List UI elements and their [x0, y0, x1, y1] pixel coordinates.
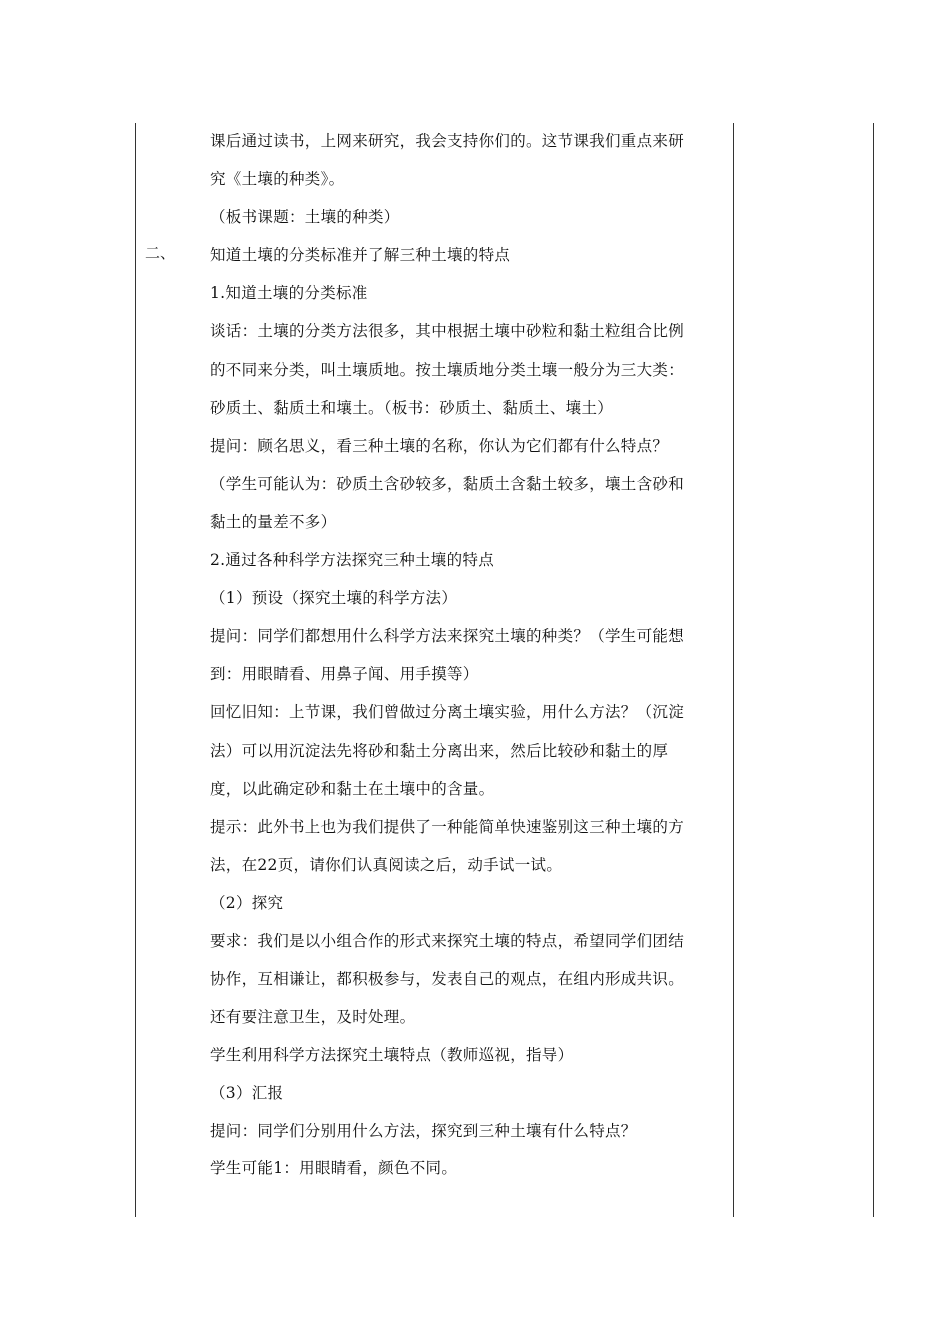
text-line: 法）可以用沉淀法先将砂和黏土分离出来，然后比较砂和黏土的厚 — [210, 741, 669, 760]
subheading: 1.知道土壤的分类标准 — [210, 284, 368, 303]
text-line: 还有要注意卫生，及时处理。 — [210, 1008, 416, 1027]
text-line: （板书课题：土壤的种类） — [210, 208, 400, 227]
text-line: （1）预设（探究土壤的科学方法） — [210, 589, 458, 608]
text-line: 度，以此确定砂和黏土在土壤中的含量。 — [210, 779, 495, 798]
text-line: 到：用眼睛看、用鼻子闻、用手摸等） — [210, 665, 479, 684]
table-border-left — [135, 123, 136, 1217]
text-line: 要求：我们是以小组合作的形式来探究土壤的特点，希望同学们团结 — [210, 931, 685, 950]
text-line: 协作，互相谦让，都积极参与，发表自己的观点，在组内形成共识。 — [210, 970, 685, 989]
text-line: （2）探究 — [210, 893, 284, 912]
text-line: （3）汇报 — [210, 1084, 284, 1103]
text-line: 提问：顾名思义，看三种土壤的名称，你认为它们都有什么特点？ — [210, 436, 669, 455]
text-line: 学生可能1：用眼睛看，颜色不同。 — [210, 1158, 458, 1177]
text-line: 学生利用科学方法探究土壤特点（教师巡视，指导） — [210, 1046, 574, 1065]
subheading: 2.通过各种科学方法探究三种土壤的特点 — [210, 551, 494, 570]
text-line: 黏土的量差不多） — [210, 512, 337, 531]
text-line: 砂质土、黏质土和壤土。（板书：砂质土、黏质土、壤土） — [210, 398, 614, 417]
text-line: 的不同来分类，叫土壤质地。按土壤质地分类土壤一般分为三大类： — [210, 360, 685, 379]
table-border-middle — [733, 123, 734, 1217]
table-border-right — [873, 123, 874, 1217]
section-number: 二、 — [145, 244, 176, 262]
text-line: 谈话：土壤的分类方法很多，其中根据土壤中砂粒和黏土粒组合比例 — [210, 322, 685, 341]
text-line: （学生可能认为：砂质土含砂较多，黏质土含黏土较多，壤土含砂和 — [210, 474, 685, 493]
text-line: 课后通过读书，上网来研究，我会支持你们的。这节课我们重点来研 — [210, 132, 685, 150]
section-heading: 知道土壤的分类标准并了解三种土壤的特点 — [210, 246, 511, 265]
text-line: 提示：此外书上也为我们提供了一种能简单快速鉴别这三种土壤的方 — [210, 817, 685, 836]
text-line: 提问：同学们都想用什么科学方法来探究土壤的种类？（学生可能想 — [210, 627, 685, 646]
text-line: 回忆旧知：上节课，我们曾做过分离土壤实验，用什么方法？（沉淀 — [210, 703, 685, 722]
text-line: 提问：同学们分别用什么方法，探究到三种土壤有什么特点？ — [210, 1122, 637, 1141]
text-line: 究《土壤的种类》。 — [210, 170, 345, 189]
text-line: 法，在22页，请你们认真阅读之后，动手试一试。 — [210, 855, 563, 874]
lesson-content — [210, 122, 716, 1185]
